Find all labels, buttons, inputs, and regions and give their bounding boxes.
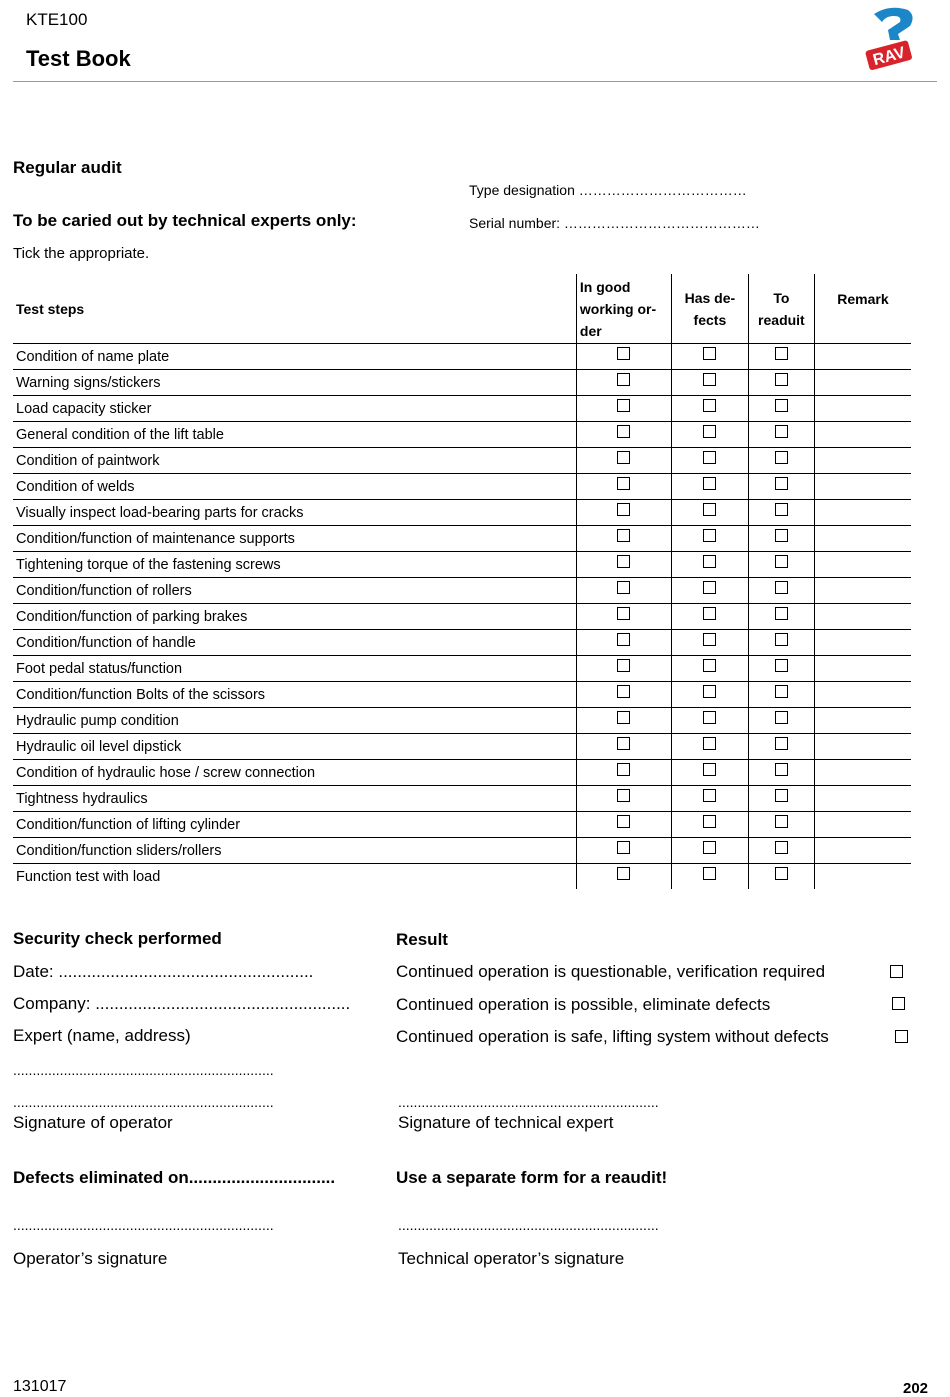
- has-defects-cell: [671, 448, 748, 474]
- to-reaudit-cell: [748, 630, 814, 656]
- good-condition-checkbox[interactable]: [617, 815, 630, 828]
- to-reaudit-checkbox[interactable]: [775, 789, 788, 802]
- good-condition-cell: [576, 630, 671, 656]
- has-defects-cell: [671, 812, 748, 838]
- to-reaudit-checkbox[interactable]: [775, 503, 788, 516]
- to-reaudit-cell: [748, 552, 814, 578]
- test-step-label: General condition of the lift table: [13, 422, 576, 448]
- model-name: KTE100: [26, 10, 88, 29]
- test-step-label: Foot pedal status/function: [13, 656, 576, 682]
- to-reaudit-checkbox[interactable]: [775, 373, 788, 386]
- header-reaudit-line1: To: [773, 289, 790, 306]
- has-defects-checkbox[interactable]: [703, 347, 716, 360]
- remark-cell[interactable]: [814, 734, 911, 760]
- good-condition-cell: [576, 760, 671, 786]
- to-reaudit-cell: [748, 682, 814, 708]
- remark-cell[interactable]: [814, 344, 911, 370]
- test-steps-table: [13, 274, 911, 889]
- to-reaudit-cell: [748, 344, 814, 370]
- has-defects-cell: [671, 422, 748, 448]
- to-reaudit-cell: [748, 864, 814, 890]
- table-row: [13, 578, 911, 604]
- has-defects-cell: [671, 578, 748, 604]
- remark-cell[interactable]: [814, 500, 911, 526]
- has-defects-checkbox[interactable]: [703, 867, 716, 880]
- to-reaudit-checkbox[interactable]: [775, 737, 788, 750]
- to-reaudit-checkbox[interactable]: [775, 581, 788, 594]
- has-defects-cell: [671, 682, 748, 708]
- has-defects-checkbox[interactable]: [703, 477, 716, 490]
- remark-cell[interactable]: [814, 474, 911, 500]
- to-reaudit-cell: [748, 760, 814, 786]
- reaudit-note: Use a separate form for a reaudit!: [396, 1168, 668, 1187]
- remark-cell[interactable]: [814, 604, 911, 630]
- has-defects-cell: [671, 526, 748, 552]
- remark-cell[interactable]: [814, 526, 911, 552]
- header-has-defects: [671, 274, 748, 344]
- test-step-label: Condition/function of rollers: [13, 578, 576, 604]
- security-check-title: Security check performed: [13, 929, 222, 948]
- good-condition-checkbox[interactable]: [617, 373, 630, 386]
- has-defects-checkbox[interactable]: [703, 451, 716, 464]
- good-condition-checkbox[interactable]: [617, 529, 630, 542]
- remark-cell[interactable]: [814, 838, 911, 864]
- header-defects-line2: fects: [693, 311, 727, 328]
- has-defects-checkbox[interactable]: [703, 815, 716, 828]
- result-option-questionable: Continued operation is questionable, verification required: [396, 962, 826, 981]
- table-header-row: [13, 274, 911, 344]
- header-defects-line1: Has de-: [684, 289, 736, 306]
- operators-signature-line: ...................................................................: [13, 1217, 274, 1233]
- document-code: 131017: [13, 1378, 67, 1395]
- to-reaudit-checkbox[interactable]: [775, 451, 788, 464]
- serial-number-field: Serial number: ……………………………………: [469, 215, 760, 231]
- good-condition-checkbox[interactable]: [617, 789, 630, 802]
- good-condition-cell: [576, 864, 671, 890]
- good-condition-cell: [576, 344, 671, 370]
- has-defects-checkbox[interactable]: [703, 607, 716, 620]
- remark-cell[interactable]: [814, 708, 911, 734]
- has-defects-cell: [671, 656, 748, 682]
- to-reaudit-cell: [748, 812, 814, 838]
- good-condition-checkbox[interactable]: [617, 633, 630, 646]
- good-condition-cell: [576, 422, 671, 448]
- good-condition-checkbox[interactable]: [617, 841, 630, 854]
- test-step-label: Condition/function of handle: [13, 630, 576, 656]
- experts-only-note: To be caried out by technical experts only:: [13, 211, 357, 230]
- test-step-label: Condition/function Bolts of the scissors: [13, 682, 576, 708]
- table-row: [13, 448, 911, 474]
- test-step-label: Condition/function of lifting cylinder: [13, 812, 576, 838]
- header-test-steps: Test steps: [13, 274, 576, 344]
- table-row: [13, 708, 911, 734]
- good-condition-checkbox[interactable]: [617, 711, 630, 724]
- result-title: Result: [396, 930, 448, 949]
- has-defects-checkbox[interactable]: [703, 399, 716, 412]
- table-row: [13, 786, 911, 812]
- date-field: Date: ......................................................: [13, 962, 314, 981]
- has-defects-checkbox[interactable]: [703, 555, 716, 568]
- good-condition-cell: [576, 370, 671, 396]
- good-condition-cell: [576, 838, 671, 864]
- has-defects-checkbox[interactable]: [703, 373, 716, 386]
- result-checkbox-safe[interactable]: [895, 1030, 908, 1043]
- has-defects-checkbox[interactable]: [703, 581, 716, 594]
- good-condition-checkbox[interactable]: [617, 737, 630, 750]
- good-condition-checkbox[interactable]: [617, 347, 630, 360]
- table-row: [13, 500, 911, 526]
- good-condition-checkbox[interactable]: [617, 763, 630, 776]
- to-reaudit-checkbox[interactable]: [775, 529, 788, 542]
- to-reaudit-checkbox[interactable]: [775, 399, 788, 412]
- company-field: Company: ......................................................: [13, 994, 351, 1013]
- good-condition-checkbox[interactable]: [617, 477, 630, 490]
- has-defects-cell: [671, 552, 748, 578]
- to-reaudit-cell: [748, 396, 814, 422]
- has-defects-cell: [671, 500, 748, 526]
- has-defects-checkbox[interactable]: [703, 503, 716, 516]
- to-reaudit-checkbox[interactable]: [775, 347, 788, 360]
- good-condition-checkbox[interactable]: [617, 503, 630, 516]
- defects-eliminated-field: Defects eliminated on...............................: [13, 1168, 336, 1187]
- to-reaudit-cell: [748, 370, 814, 396]
- good-condition-checkbox[interactable]: [617, 867, 630, 880]
- to-reaudit-checkbox[interactable]: [775, 633, 788, 646]
- remark-cell[interactable]: [814, 630, 911, 656]
- has-defects-checkbox[interactable]: [703, 529, 716, 542]
- to-reaudit-cell: [748, 474, 814, 500]
- technical-operator-signature-label: Technical operator’s signature: [398, 1249, 625, 1268]
- test-step-label: Condition of paintwork: [13, 448, 576, 474]
- has-defects-cell: [671, 630, 748, 656]
- table-row: [13, 526, 911, 552]
- table-row: [13, 656, 911, 682]
- has-defects-cell: [671, 344, 748, 370]
- has-defects-checkbox[interactable]: [703, 425, 716, 438]
- has-defects-checkbox[interactable]: [703, 711, 716, 724]
- test-step-label: Condition/function of maintenance supports: [13, 526, 576, 552]
- table-row: [13, 552, 911, 578]
- has-defects-cell: [671, 734, 748, 760]
- good-condition-cell: [576, 396, 671, 422]
- operator-signature-label: Signature of operator: [13, 1113, 173, 1132]
- header-good-line1: In good: [579, 278, 631, 295]
- test-step-label: Condition/function sliders/rollers: [13, 838, 576, 864]
- header-to-reaudit: [748, 274, 814, 344]
- has-defects-cell: [671, 864, 748, 890]
- to-reaudit-cell: [748, 656, 814, 682]
- header-remark: [814, 274, 911, 344]
- section-title: Regular audit: [13, 158, 122, 177]
- good-condition-checkbox[interactable]: [617, 581, 630, 594]
- good-condition-cell: [576, 708, 671, 734]
- to-reaudit-checkbox[interactable]: [775, 867, 788, 880]
- good-condition-cell: [576, 656, 671, 682]
- to-reaudit-checkbox[interactable]: [775, 711, 788, 724]
- table-row: [13, 396, 911, 422]
- has-defects-checkbox[interactable]: [703, 685, 716, 698]
- rav-logo: [860, 4, 920, 74]
- to-reaudit-cell: [748, 734, 814, 760]
- table-row: [13, 630, 911, 656]
- remark-cell[interactable]: [814, 656, 911, 682]
- test-step-label: Warning signs/stickers: [13, 370, 576, 396]
- remark-cell[interactable]: [814, 370, 911, 396]
- to-reaudit-cell: [748, 708, 814, 734]
- result-option-possible: Continued operation is possible, eliminate defects: [396, 995, 771, 1014]
- test-step-label: Condition of welds: [13, 474, 576, 500]
- good-condition-checkbox[interactable]: [617, 451, 630, 464]
- remark-cell[interactable]: [814, 552, 911, 578]
- test-step-label: Load capacity sticker: [13, 396, 576, 422]
- result-option-safe: Continued operation is safe, lifting system without defects: [396, 1027, 829, 1046]
- to-reaudit-checkbox[interactable]: [775, 425, 788, 438]
- table-row: [13, 422, 911, 448]
- has-defects-cell: [671, 786, 748, 812]
- type-designation-field: Type designation ………………………………: [469, 182, 747, 198]
- result-checkbox-questionable[interactable]: [890, 965, 903, 978]
- good-condition-checkbox[interactable]: [617, 399, 630, 412]
- to-reaudit-cell: [748, 786, 814, 812]
- to-reaudit-checkbox[interactable]: [775, 815, 788, 828]
- test-step-label: Function test with load: [16, 868, 161, 885]
- has-defects-checkbox[interactable]: [703, 763, 716, 776]
- good-condition-cell: [576, 500, 671, 526]
- expert-signature-label: Signature of technical expert: [398, 1113, 614, 1132]
- table-row: [13, 734, 911, 760]
- good-condition-cell: [576, 786, 671, 812]
- test-step-label: Condition/function of parking brakes: [13, 604, 576, 630]
- good-condition-checkbox[interactable]: [617, 555, 630, 568]
- to-reaudit-cell: [748, 838, 814, 864]
- test-step-label: Condition of name plate: [13, 344, 576, 370]
- has-defects-cell: [671, 708, 748, 734]
- technical-operator-signature-line: ...................................................................: [398, 1217, 659, 1233]
- to-reaudit-checkbox[interactable]: [775, 685, 788, 698]
- remark-cell[interactable]: [814, 578, 911, 604]
- good-condition-cell: [576, 682, 671, 708]
- to-reaudit-checkbox[interactable]: [775, 841, 788, 854]
- has-defects-cell: [671, 604, 748, 630]
- header-reaudit-line2: readuit: [758, 311, 805, 328]
- remark-cell[interactable]: [814, 448, 911, 474]
- has-defects-cell: [671, 370, 748, 396]
- table-row: [13, 760, 911, 786]
- test-step-label: Hydraulic oil level dipstick: [13, 734, 576, 760]
- good-condition-cell: [576, 812, 671, 838]
- has-defects-checkbox[interactable]: [703, 841, 716, 854]
- has-defects-checkbox[interactable]: [703, 789, 716, 802]
- logo-text: RAV: [871, 44, 908, 70]
- page-number: 202: [903, 1380, 929, 1397]
- has-defects-cell: [671, 474, 748, 500]
- table-row: [13, 604, 911, 630]
- operator-signature-line: ...................................................................: [13, 1094, 274, 1110]
- good-condition-cell: [576, 604, 671, 630]
- to-reaudit-cell: [748, 500, 814, 526]
- remark-cell[interactable]: [814, 760, 911, 786]
- to-reaudit-checkbox[interactable]: [775, 607, 788, 620]
- has-defects-checkbox[interactable]: [703, 659, 716, 672]
- expert-field-line: ...................................................................: [13, 1062, 274, 1078]
- table-row: [13, 474, 911, 500]
- has-defects-cell: [671, 760, 748, 786]
- remark-cell[interactable]: [814, 786, 911, 812]
- header-good-line2: working or-: [579, 300, 657, 317]
- header-good-line3: der: [579, 322, 602, 339]
- table-row: [13, 370, 911, 396]
- table-row: [13, 864, 911, 890]
- table-row: [13, 812, 911, 838]
- good-condition-cell: [576, 734, 671, 760]
- to-reaudit-cell: [748, 448, 814, 474]
- test-step-label: Tightness hydraulics: [13, 786, 576, 812]
- expert-signature-line: ...................................................................: [398, 1094, 659, 1110]
- good-condition-checkbox[interactable]: [617, 659, 630, 672]
- good-condition-checkbox[interactable]: [617, 425, 630, 438]
- has-defects-checkbox[interactable]: [703, 633, 716, 646]
- has-defects-cell: [671, 396, 748, 422]
- to-reaudit-checkbox[interactable]: [775, 763, 788, 776]
- table-row: [13, 344, 911, 370]
- good-condition-cell: [576, 448, 671, 474]
- to-reaudit-cell: [748, 526, 814, 552]
- header-good-condition: [576, 274, 671, 344]
- remark-cell[interactable]: [814, 812, 911, 838]
- remark-cell[interactable]: [814, 422, 911, 448]
- test-step-label: Visually inspect load-bearing parts for cracks: [13, 500, 576, 526]
- header-divider: [13, 81, 937, 82]
- has-defects-checkbox[interactable]: [703, 737, 716, 750]
- good-condition-checkbox[interactable]: [617, 685, 630, 698]
- tick-instruction: Tick the appropriate.: [13, 245, 150, 262]
- test-step-label: Hydraulic pump condition: [13, 708, 576, 734]
- has-defects-cell: [671, 838, 748, 864]
- test-step-label: Tightening torque of the fastening screws: [13, 552, 576, 578]
- header-remark-label: Remark: [837, 290, 889, 307]
- to-reaudit-cell: [748, 422, 814, 448]
- page-title: Test Book: [26, 46, 131, 71]
- to-reaudit-checkbox[interactable]: [775, 659, 788, 672]
- to-reaudit-cell: [748, 604, 814, 630]
- good-condition-cell: [576, 578, 671, 604]
- remark-cell[interactable]: [814, 864, 911, 890]
- remark-cell[interactable]: [814, 396, 911, 422]
- good-condition-cell: [576, 474, 671, 500]
- table-row: [13, 838, 911, 864]
- to-reaudit-checkbox[interactable]: [775, 555, 788, 568]
- good-condition-cell: [576, 526, 671, 552]
- to-reaudit-checkbox[interactable]: [775, 477, 788, 490]
- good-condition-checkbox[interactable]: [617, 607, 630, 620]
- test-step-label: Condition of hydraulic hose / screw connection: [13, 760, 576, 786]
- table-row: [13, 682, 911, 708]
- to-reaudit-cell: [748, 578, 814, 604]
- remark-cell[interactable]: [814, 682, 911, 708]
- good-condition-cell: [576, 552, 671, 578]
- operators-signature-label: Operator’s signature: [13, 1249, 168, 1268]
- expert-field-label: Expert (name, address): [13, 1026, 191, 1045]
- result-checkbox-possible[interactable]: [892, 997, 905, 1010]
